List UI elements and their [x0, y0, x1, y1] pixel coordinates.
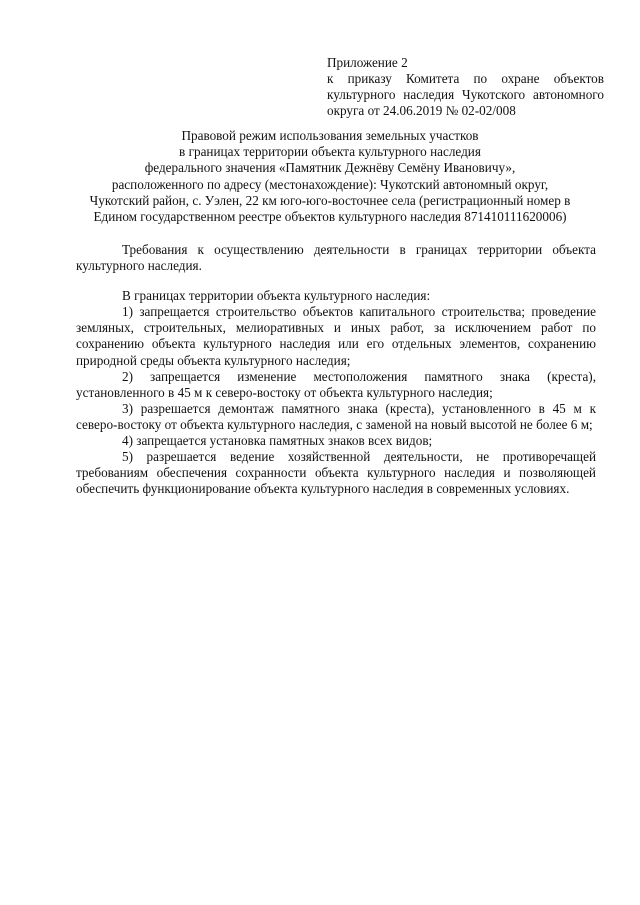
list-item-2: 2) запрещается изменение местоположения памятного знака (креста), установленного в 45 м к северо-востоку от объекта культурного наследия; — [76, 368, 596, 400]
intro-paragraph: В границах территории объекта культурного наследия: — [122, 288, 431, 304]
appendix-order-date: округа от 24.06.2019 № 02-02/008 — [327, 103, 516, 118]
list-item-3: 3) разрешается демонтаж памятного знака (креста), установленного в 45 м к северо-востоку от объекта культурного наследия, с заменой на новый высотой не более 6 м; — [76, 400, 596, 432]
title-line-1: Правовой режим использования земельных участков — [181, 128, 479, 143]
title-line-3: федерального значения «Памятник Дежнёву Семёну Ивановичу», — [144, 160, 516, 176]
list-item-1: 1) запрещается строительство объектов капитального строительства; проведение земляных, строительных, мелиоративных и иных работ, за исключением работ по сохранению объекта культурного наследия или его отдельных элементов, сохранению природной среды объекта культурного наследия; — [76, 304, 596, 368]
title-line-2: в границах территории объекта культурного наследия — [179, 144, 481, 160]
document-body — [76, 242, 596, 497]
requirements-paragraph: Требования к осуществлению деятельности в границах территории объекта культурного наследия. — [76, 242, 596, 274]
appendix-order-ref: к приказу Комитета по охране объектов — [327, 71, 604, 86]
list-item-5: 5) разрешается ведение хозяйственной деятельности, не противоречащей требованиям обеспечения сохранности объекта культурного наследия и позволяющей обеспечить функционирование объекта культурного наследия в современных условиях. — [76, 449, 596, 497]
title-line-6: Едином государственном реестре объектов культурного наследия 871410111620006) — [93, 209, 567, 225]
appendix-committee: культурного наследия Чукотского автономного — [327, 87, 604, 102]
appendix-number: Приложение 2 — [327, 55, 408, 70]
list-item-4: 4) запрещается установка памятных знаков всех видов; — [122, 433, 433, 449]
title-line-4: расположенного по адресу (местонахождение): Чукотский автономный округ, — [111, 176, 549, 192]
title-line-5: Чукотский район, с. Уэлен, 22 км юго-юго-восточнее села (регистрационный номер в — [89, 192, 571, 208]
document-title — [60, 128, 600, 225]
appendix-header — [327, 55, 604, 119]
